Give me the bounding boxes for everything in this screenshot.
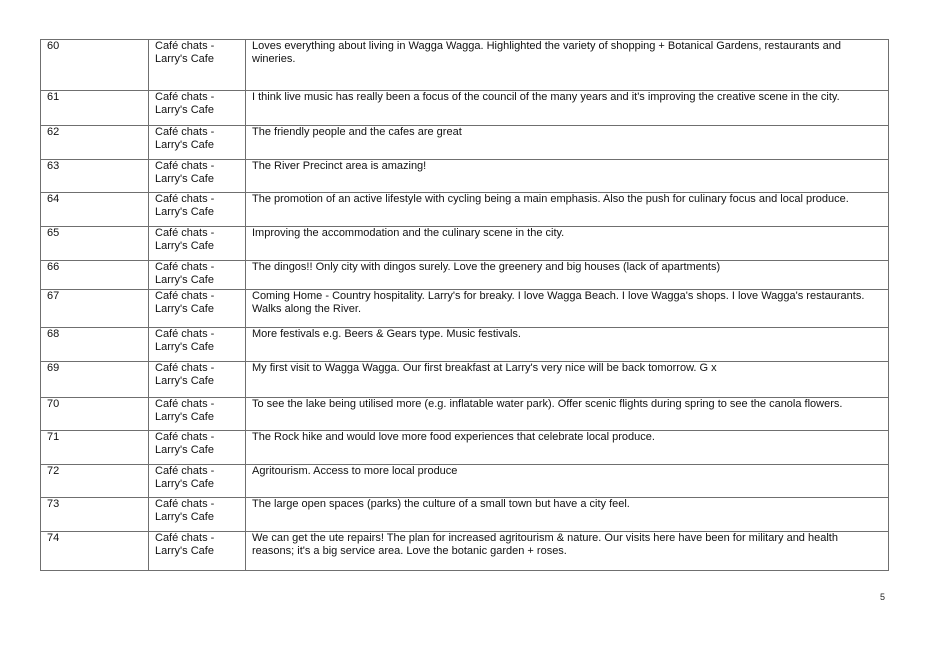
row-response-cell: We can get the ute repairs! The plan for increased agritourism & nature. Our visits here have been for military and health reasons; it's a big service area. Love the botanic garden + roses.	[246, 532, 889, 571]
row-source-cell: Café chats - Larry's Cafe	[149, 160, 246, 193]
row-response-cell: The friendly people and the cafes are great	[246, 126, 889, 160]
row-id-cell: 68	[41, 328, 149, 362]
row-source-cell: Café chats - Larry's Cafe	[149, 91, 246, 126]
row-id-cell: 61	[41, 91, 149, 126]
table-row	[41, 40, 889, 91]
table-row	[41, 362, 889, 398]
table-row	[41, 193, 889, 227]
row-response-cell: The Rock hike and would love more food experiences that celebrate local produce.	[246, 431, 889, 465]
row-id-cell: 71	[41, 431, 149, 465]
row-source-cell: Café chats - Larry's Cafe	[149, 398, 246, 431]
row-id-cell: 62	[41, 126, 149, 160]
row-id-cell: 74	[41, 532, 149, 571]
row-response-cell: My first visit to Wagga Wagga. Our first breakfast at Larry's very nice will be back tomorrow. G x	[246, 362, 889, 398]
row-response-cell: Loves everything about living in Wagga Wagga. Highlighted the variety of shopping + Botanical Gardens, restaurants and wineries.	[246, 40, 889, 91]
row-id-cell: 67	[41, 290, 149, 328]
row-source-cell: Café chats - Larry's Cafe	[149, 193, 246, 227]
row-source-cell: Café chats - Larry's Cafe	[149, 40, 246, 91]
row-response-cell: Improving the accommodation and the culinary scene in the city.	[246, 227, 889, 261]
table-row	[41, 160, 889, 193]
responses-table	[40, 39, 889, 571]
row-source-cell: Café chats - Larry's Cafe	[149, 290, 246, 328]
row-response-cell: The large open spaces (parks) the culture of a small town but have a city feel.	[246, 498, 889, 532]
row-source-cell: Café chats - Larry's Cafe	[149, 431, 246, 465]
page-number: 5	[880, 592, 886, 602]
row-id-cell: 63	[41, 160, 149, 193]
row-source-cell: Café chats - Larry's Cafe	[149, 261, 246, 290]
row-source-cell: Café chats - Larry's Cafe	[149, 227, 246, 261]
row-response-cell: The dingos!! Only city with dingos surely. Love the greenery and big houses (lack of apartments)	[246, 261, 889, 290]
table-row	[41, 465, 889, 498]
row-source-cell: Café chats - Larry's Cafe	[149, 362, 246, 398]
row-id-cell: 64	[41, 193, 149, 227]
table-row	[41, 126, 889, 160]
table-row	[41, 290, 889, 328]
table-row	[41, 91, 889, 126]
table-row	[41, 227, 889, 261]
table-row	[41, 261, 889, 290]
row-response-cell: The promotion of an active lifestyle with cycling being a main emphasis. Also the push for culinary focus and local produce.	[246, 193, 889, 227]
row-response-cell: More festivals e.g. Beers & Gears type. Music festivals.	[246, 328, 889, 362]
row-source-cell: Café chats - Larry's Cafe	[149, 498, 246, 532]
row-response-cell: Coming Home - Country hospitality. Larry's for breaky. I love Wagga Beach. I love Wagga's shops. I love Wagga's restaurants. Walks along the River.	[246, 290, 889, 328]
row-id-cell: 66	[41, 261, 149, 290]
row-source-cell: Café chats - Larry's Cafe	[149, 465, 246, 498]
row-response-cell: To see the lake being utilised more (e.g. inflatable water park). Offer scenic flights during spring to see the canola flowers.	[246, 398, 889, 431]
row-response-cell: Agritourism. Access to more local produce	[246, 465, 889, 498]
row-response-cell: I think live music has really been a focus of the council of the many years and it's improving the creative scene in the city.	[246, 91, 889, 126]
row-source-cell: Café chats - Larry's Cafe	[149, 532, 246, 571]
row-id-cell: 70	[41, 398, 149, 431]
table-row	[41, 398, 889, 431]
table-row	[41, 431, 889, 465]
row-id-cell: 60	[41, 40, 149, 91]
row-id-cell: 65	[41, 227, 149, 261]
table-row	[41, 498, 889, 532]
table-row	[41, 328, 889, 362]
row-response-cell: The River Precinct area is amazing!	[246, 160, 889, 193]
row-source-cell: Café chats - Larry's Cafe	[149, 126, 246, 160]
row-source-cell: Café chats - Larry's Cafe	[149, 328, 246, 362]
row-id-cell: 72	[41, 465, 149, 498]
row-id-cell: 69	[41, 362, 149, 398]
table-row	[41, 532, 889, 571]
row-id-cell: 73	[41, 498, 149, 532]
